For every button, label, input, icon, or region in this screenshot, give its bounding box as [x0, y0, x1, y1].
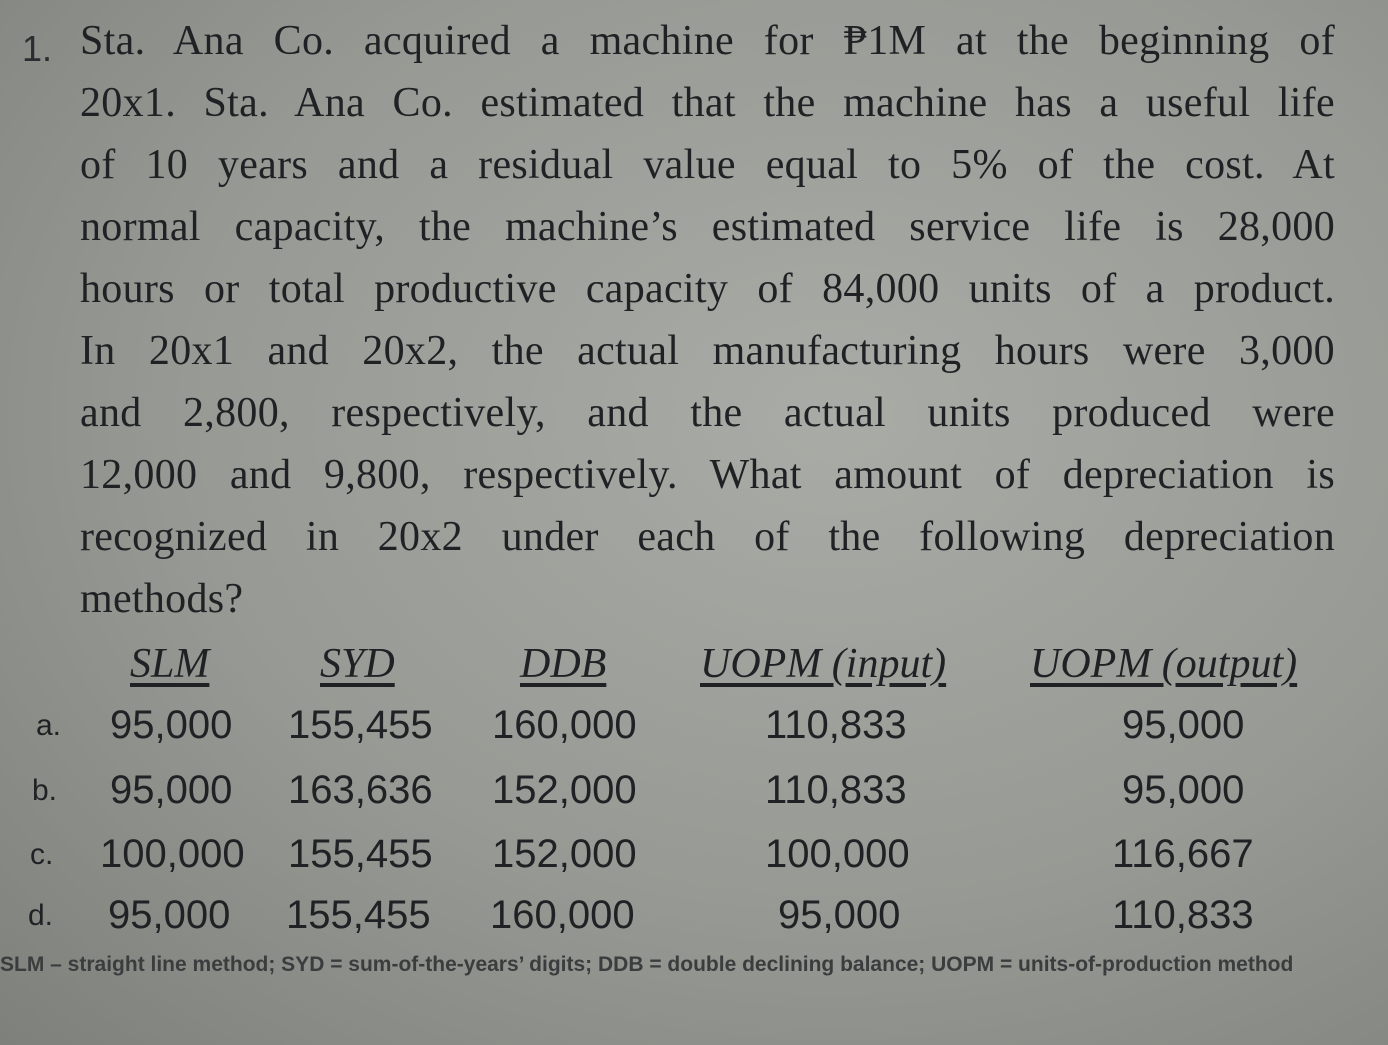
- question-line: In 20x1 and 20x2, the actual manufacturing hours were 3,000: [80, 328, 1335, 374]
- answer-table-header: [0, 640, 1388, 690]
- choice-row-c: [0, 832, 1388, 892]
- question-line: recognized in 20x2 under each of the following depreciation: [80, 514, 1335, 560]
- choice-row-a: [0, 703, 1388, 763]
- value-ddb: 152,000: [492, 768, 637, 812]
- value-uopm-input: 110,833: [765, 768, 907, 812]
- question-line: methods?: [80, 576, 244, 622]
- value-ddb: 160,000: [492, 703, 637, 747]
- value-uopm-output: 95,000: [1122, 768, 1245, 812]
- value-uopm-input: 110,833: [765, 703, 907, 747]
- value-ddb: 152,000: [492, 832, 637, 876]
- choice-letter: d.: [28, 899, 54, 932]
- abbreviation-footnote: SLM – straight line method; SYD = sum-of-the-years’ digits; DDB = double declining balance; UOPM = units-of-production method: [0, 953, 1294, 976]
- value-syd: 155,455: [286, 893, 431, 937]
- value-uopm-input: 100,000: [765, 832, 910, 876]
- question-number: 1.: [22, 28, 53, 69]
- question-text: [80, 10, 1335, 630]
- header-ddb: DDB: [520, 641, 607, 687]
- value-slm: 95,000: [110, 703, 233, 747]
- question-line: and 2,800, respectively, and the actual units produced were: [80, 390, 1335, 436]
- header-uopm-output: UOPM (output): [1030, 641, 1298, 687]
- choice-row-b: [0, 768, 1388, 828]
- header-uopm-input: UOPM (input): [700, 641, 947, 687]
- value-ddb: 160,000: [490, 893, 635, 937]
- choice-letter: a.: [36, 709, 62, 742]
- value-syd: 163,636: [288, 768, 433, 812]
- choice-row-d: [0, 893, 1388, 953]
- value-slm: 95,000: [108, 893, 231, 937]
- question-line: of 10 years and a residual value equal to 5% of the cost. At: [80, 142, 1335, 188]
- question-line: normal capacity, the machine’s estimated service life is 28,000: [80, 204, 1335, 250]
- value-slm: 100,000: [100, 832, 245, 876]
- choice-letter: c.: [30, 838, 54, 871]
- value-syd: 155,455: [288, 832, 433, 876]
- value-slm: 95,000: [110, 768, 233, 812]
- question-line: Sta. Ana Co. acquired a machine for ₱1M at the beginning of: [80, 18, 1335, 64]
- header-syd: SYD: [320, 641, 395, 687]
- choice-letter: b.: [32, 774, 58, 807]
- value-uopm-output: 95,000: [1122, 703, 1245, 747]
- question-line: 12,000 and 9,800, respectively. What amount of depreciation is: [80, 452, 1335, 498]
- value-uopm-output: 110,833: [1112, 893, 1254, 937]
- question-line: 20x1. Sta. Ana Co. estimated that the machine has a useful life: [80, 80, 1335, 126]
- value-syd: 155,455: [288, 703, 433, 747]
- value-uopm-output: 116,667: [1112, 832, 1254, 876]
- header-slm: SLM: [130, 641, 210, 687]
- question-line: hours or total productive capacity of 84,000 units of a product.: [80, 266, 1335, 312]
- value-uopm-input: 95,000: [778, 893, 901, 937]
